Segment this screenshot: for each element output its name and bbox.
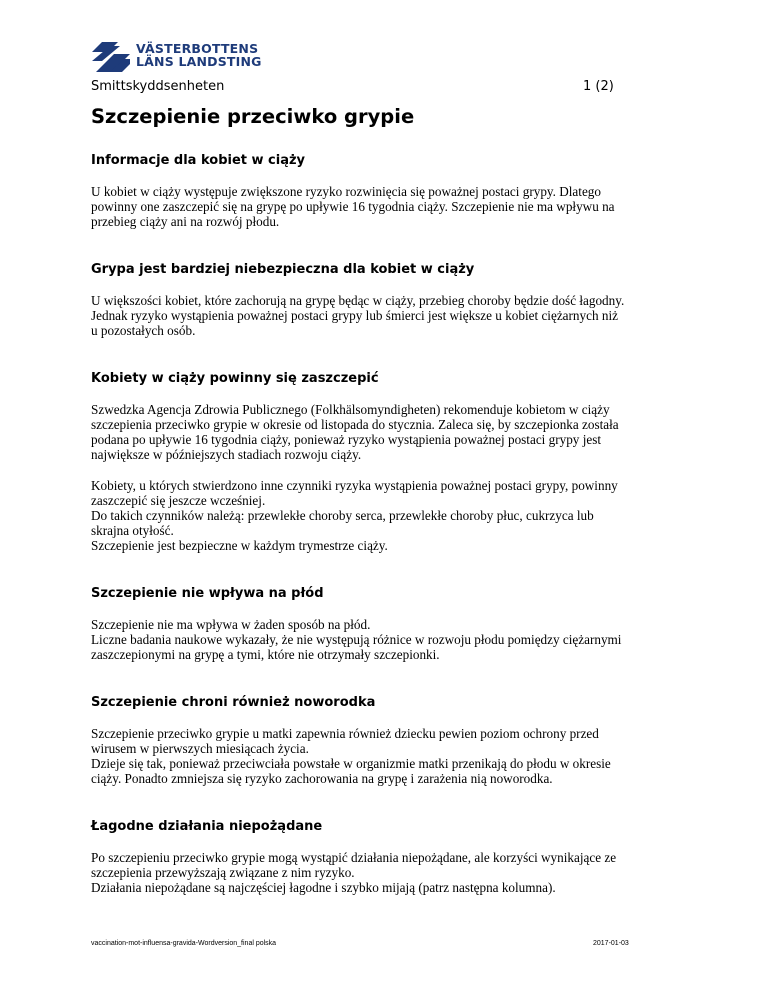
section-paragraph: U kobiet w ciąży występuje zwiększone ryzyko rozwinięcia się poważnej postaci grypy. Dlatego powinny one zaszczepić się na grypę po upływie 16 tygodnia ciąży. Szczepienie nie ma wpływu na przebieg ciąży ani na rozwój płodu. <box>91 184 615 229</box>
logo-line-1: VÄSTERBOTTENS <box>136 41 259 56</box>
section-paragraph: U większości kobiet, które zachorują na grypę będąc w ciąży, przebieg choroby będzie dość łagodny. Jednak ryzyko wystąpienia poważnej postaci grypy lub śmierci jest większe u kobiet ciężarnych niż u pozostałych osób. <box>91 293 625 338</box>
section-should-vaccinate <box>91 371 691 553</box>
section-heading: Szczepienie chroni również noworodka <box>91 695 376 710</box>
page-number: 1 (2) <box>583 79 614 94</box>
section-heading: Grypa jest bardziej niebezpieczna dla kobiet w ciąży <box>91 262 475 277</box>
section-heading: Kobiety w ciąży powinny się zaszczepić <box>91 371 379 386</box>
section-paragraph: Szczepienie przeciwko grypie u matki zapewnia również dziecku pewien poziom ochrony przed wirusem w pierwszych miesiącach życia. Dzieje się tak, ponieważ przeciwciała powstałe w organizmie matki przenikają do płodu w okresie ciąży. Ponadto zmniejsza się ryzyko zachorowania na grypę i zarażenia nią noworodka. <box>91 726 611 786</box>
section-heading: Szczepienie nie wpływa na płód <box>91 586 324 601</box>
page-title: Szczepienie przeciwko grypie <box>91 105 415 128</box>
section-paragraph: Po szczepieniu przeciwko grypie mogą wystąpić działania niepożądane, ale korzyści wynikające ze szczepienia przewyższają związane z nim ryzyko. Działania niepożądane są najczęściej łagodne i szybko mijają (patrz następna kolumna). <box>91 850 617 895</box>
section-paragraph: Szczepienie nie ma wpływa w żaden sposób na płód. Liczne badania naukowe wykazały, że nie występują różnice w rozwoju płodu pomiędzy ciężarnymi zaszczepionymi na grypę a tymi, które nie otrzymały szczepionki. <box>91 617 622 662</box>
section-heading: Łagodne działania niepożądane <box>91 819 323 834</box>
section-paragraph: Kobiety, u których stwierdzono inne czynniki ryzyka wystąpienia poważnej postaci grypy, powinny zaszczepić się jeszcze wcześniej. Do takich czynników należą: przewlekłe choroby serca, przewlekłe choroby płuc, cukrzyca lub skrajna otyłość. Szczepienie jest bezpieczne w każdym trymestrze ciąży. <box>91 478 618 553</box>
section-fetus <box>91 586 691 662</box>
section-side-effects <box>91 819 691 895</box>
logo-mark-icon <box>92 42 130 72</box>
unit-name: Smittskyddsenheten <box>91 79 225 94</box>
section-flu-danger <box>91 262 691 338</box>
footer-filename: vaccination-mot-influensa-gravida-Wordversion_final polska <box>91 940 277 947</box>
section-newborn <box>91 695 691 786</box>
organization-logo <box>92 42 262 72</box>
section-heading: Informacje dla kobiet w ciąży <box>91 153 306 168</box>
logo-line-2: LÄNS LANDSTING <box>136 54 262 69</box>
section-paragraph: Szwedzka Agencja Zdrowia Publicznego (Folkhälsomyndigheten) rekomenduje kobietom w ciąży szczepienia przeciwko grypie w okresie od listopada do stycznia. Zaleca się, by szczepionka została podana po upływie 16 tygodnia ciąży, ponieważ ryzyko wystąpienia poważnej postaci grypy jest największe w późniejszych stadiach rozwoju ciąży. <box>91 402 619 462</box>
footer-date: 2017-01-03 <box>593 940 629 947</box>
document-body <box>91 153 691 895</box>
logo-wordmark <box>136 42 262 68</box>
section-pregnancy-info <box>91 153 691 229</box>
